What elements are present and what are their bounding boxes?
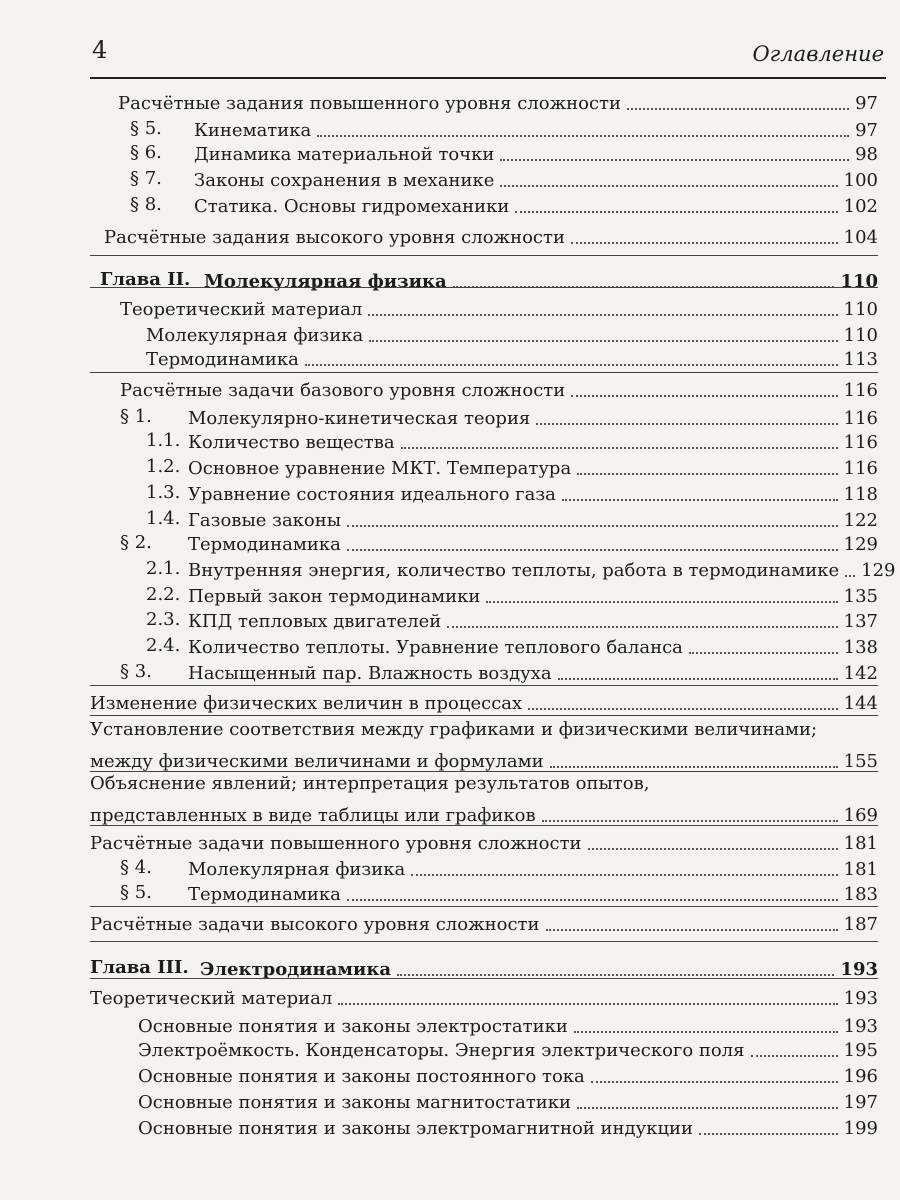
toc-page-number: 97 (855, 120, 878, 141)
toc-page-number: 193 (843, 988, 878, 1009)
toc-entry-number: 1.3. (146, 482, 181, 503)
section-divider (90, 287, 878, 288)
toc-entry-number: Глава II. (100, 269, 191, 290)
toc-page-number: 181 (843, 859, 878, 880)
toc-entry-title: Молекулярная физика (146, 325, 364, 346)
dot-leader (500, 159, 849, 161)
toc-page-number: 116 (843, 408, 878, 429)
toc-entry-title: Расчётные задания повышенного уровня сложности (118, 93, 622, 114)
toc-entry-title: Термодинамика (188, 884, 341, 905)
toc-page-number: 137 (843, 611, 878, 632)
header-rule (90, 77, 886, 79)
toc-entry-number: § 5. (120, 882, 152, 903)
running-title: Оглавление (752, 42, 884, 66)
toc-page-number: 98 (855, 144, 878, 165)
toc-entry-title: Газовые законы (188, 510, 342, 531)
toc-entry-number: 2.2. (146, 584, 181, 605)
toc-page-number: 110 (840, 271, 878, 292)
dot-leader (550, 766, 838, 768)
toc-page-number: 196 (843, 1066, 878, 1087)
toc-page-number: 116 (843, 380, 878, 401)
toc-entry-number: Глава III. (90, 957, 189, 978)
dot-leader (562, 499, 838, 501)
toc-entry-number: 1.4. (146, 508, 181, 529)
toc-page-number: 110 (843, 325, 878, 346)
toc-entry-row[interactable] (90, 981, 878, 1011)
dot-leader (577, 1107, 838, 1109)
toc-page-number: 100 (843, 170, 878, 191)
section-divider (90, 685, 878, 686)
dot-leader (558, 678, 838, 680)
toc-entry-number: 1.1. (146, 430, 181, 451)
toc-page-number: 169 (843, 805, 878, 826)
section-divider (90, 255, 878, 256)
dot-leader (751, 1055, 838, 1057)
page-number: 4 (92, 36, 108, 64)
toc-entry-row[interactable] (188, 656, 878, 686)
toc-entry-number: 1.2. (146, 456, 181, 477)
toc-entry-title: Первый закон термодинамики (188, 586, 481, 607)
toc-entry-number: § 7. (130, 168, 162, 189)
dot-leader (845, 575, 855, 577)
toc-page-number: 199 (843, 1118, 878, 1139)
toc-entry-row[interactable] (194, 189, 878, 219)
toc-entry-row[interactable] (118, 86, 878, 116)
toc-entry-title: Теоретический материал (90, 988, 333, 1009)
toc-entry-number: § 1. (120, 406, 152, 427)
toc-entry-number: 2.3. (146, 609, 181, 630)
toc-entry-title: Расчётные задания высокого уровня сложности (104, 227, 565, 248)
section-divider (90, 941, 878, 942)
toc-page-number: 129 (843, 534, 878, 555)
dot-leader (338, 1003, 837, 1005)
toc-entry-title: Расчётные задачи повышенного уровня сложности (90, 833, 582, 854)
dot-leader (571, 242, 838, 244)
dot-leader (500, 185, 837, 187)
toc-entry-title: Основные понятия и законы магнитостатики (138, 1092, 572, 1113)
toc-page-number: 104 (843, 227, 878, 248)
toc-entry-title: Количество вещества (188, 432, 395, 453)
toc-entry-row[interactable] (188, 877, 878, 907)
dot-leader (689, 652, 838, 654)
toc-entry-row[interactable] (90, 686, 878, 716)
dot-leader (577, 473, 837, 475)
toc-entry-title: Основное уравнение МКТ. Температура (188, 458, 572, 479)
toc-chapter-row[interactable] (204, 264, 878, 294)
dot-leader (591, 1081, 838, 1083)
toc-entry-title: Динамика материальной точки (194, 144, 495, 165)
dot-leader (305, 364, 838, 366)
toc-entry-title: Внутренняя энергия, количество теплоты, работа в термодинамике (188, 560, 840, 581)
toc-entry-title: Электродинамика (200, 959, 392, 980)
dot-leader (528, 708, 837, 710)
toc-page-number: 144 (843, 693, 878, 714)
dot-leader (546, 929, 838, 931)
toc-page-number: 135 (843, 586, 878, 607)
toc-page-number: 193 (840, 959, 878, 980)
section-divider (90, 906, 878, 907)
dot-leader (571, 395, 837, 397)
dot-leader (401, 447, 838, 449)
toc-entry-title: Насыщенный пар. Влажность воздуха (188, 663, 552, 684)
toc-entry-title: Расчётные задачи базового уровня сложности (120, 380, 566, 401)
toc-entry-row[interactable] (146, 342, 878, 372)
dot-leader (588, 848, 838, 850)
dot-leader (542, 820, 838, 822)
toc-entry-number: 2.4. (146, 635, 181, 656)
toc-page-number: 183 (843, 884, 878, 905)
toc-entry-title: представленных в виде таблицы или графиков (90, 805, 536, 826)
toc-entry-title: Изменение физических величин в процессах (90, 693, 523, 714)
toc-page-number: 116 (843, 432, 878, 453)
toc-entry-number: § 4. (120, 857, 152, 878)
toc-entry-title: Молекулярно-кинетическая теория (188, 408, 531, 429)
dot-leader (411, 874, 837, 876)
toc-entry-row[interactable] (90, 798, 878, 828)
toc-entry-title: Молекулярная физика (188, 859, 406, 880)
toc-entry-title: между физическими величинами и формулами (90, 751, 544, 772)
dot-leader (368, 314, 837, 316)
toc-page-number: 129 (861, 560, 896, 581)
dot-leader (627, 108, 849, 110)
toc-entry-title: Статика. Основы гидромеханики (194, 196, 510, 217)
toc-page-number: 118 (843, 484, 878, 505)
section-divider (90, 771, 878, 772)
toc-entry-title-line1: Объяснение явлений; интерпретация результатов опытов, (90, 773, 650, 794)
toc-entry-title: Термодинамика (188, 534, 341, 555)
toc-entry-title: Теоретический материал (120, 299, 363, 320)
toc-entry-title: Основные понятия и законы электростатики (138, 1016, 568, 1037)
toc-page-number: 113 (843, 349, 878, 370)
toc-page-number: 110 (843, 299, 878, 320)
toc-page-number: 122 (843, 510, 878, 531)
section-divider (90, 978, 878, 979)
dot-leader (447, 626, 837, 628)
dot-leader (486, 601, 837, 603)
dot-leader (699, 1133, 838, 1135)
toc-entry-title: Законы сохранения в механике (194, 170, 495, 191)
toc-entry-title: Кинематика (194, 120, 312, 141)
dot-leader (397, 974, 834, 976)
toc-entry-title: КПД тепловых двигателей (188, 611, 442, 632)
toc-entry-number: 2.1. (146, 558, 181, 579)
toc-page-number: 142 (843, 663, 878, 684)
section-divider (90, 825, 878, 826)
section-divider (90, 715, 878, 716)
toc-page-number: 195 (843, 1040, 878, 1061)
toc-page-number: 97 (855, 93, 878, 114)
toc-entry-number: § 6. (130, 142, 162, 163)
toc-page-number: 116 (843, 458, 878, 479)
toc-entry-row[interactable] (138, 1111, 878, 1141)
toc-page-number: 181 (843, 833, 878, 854)
dot-leader (347, 899, 838, 901)
dot-leader (347, 549, 838, 551)
toc-entry-row[interactable] (120, 373, 878, 403)
toc-entry-number: § 2. (120, 532, 152, 553)
toc-page-number: 138 (843, 637, 878, 658)
toc-page-number: 155 (843, 751, 878, 772)
section-divider (90, 372, 878, 373)
toc-entry-title: Термодинамика (146, 349, 299, 370)
toc-entry-title: Основные понятия и законы постоянного тока (138, 1066, 585, 1087)
toc-page-number: 197 (843, 1092, 878, 1113)
toc-entry-number: § 3. (120, 661, 152, 682)
toc-entry-title: Количество теплоты. Уравнение теплового баланса (188, 637, 683, 658)
toc-entry-row[interactable] (90, 907, 878, 937)
toc-entry-row[interactable] (90, 744, 878, 774)
toc-page-number: 102 (843, 196, 878, 217)
toc-entry-title: Уравнение состояния идеального газа (188, 484, 556, 505)
toc-entry-title-line1: Установление соответствия между графиками и физическими величинами; (90, 719, 818, 740)
toc-page-number: 187 (843, 914, 878, 935)
toc-entry-number: § 5. (130, 118, 162, 139)
toc-entry-title: Основные понятия и законы электромагнитной индукции (138, 1118, 694, 1139)
toc-entry-number: § 8. (130, 194, 162, 215)
toc-entry-title: Расчётные задачи высокого уровня сложности (90, 914, 540, 935)
toc-entry-title: Молекулярная физика (204, 271, 447, 292)
toc-page-number: 193 (843, 1016, 878, 1037)
toc-entry-row[interactable] (104, 220, 878, 250)
toc-entry-title: Электроёмкость. Конденсаторы. Энергия электрического поля (138, 1040, 745, 1061)
dot-leader (515, 211, 837, 213)
